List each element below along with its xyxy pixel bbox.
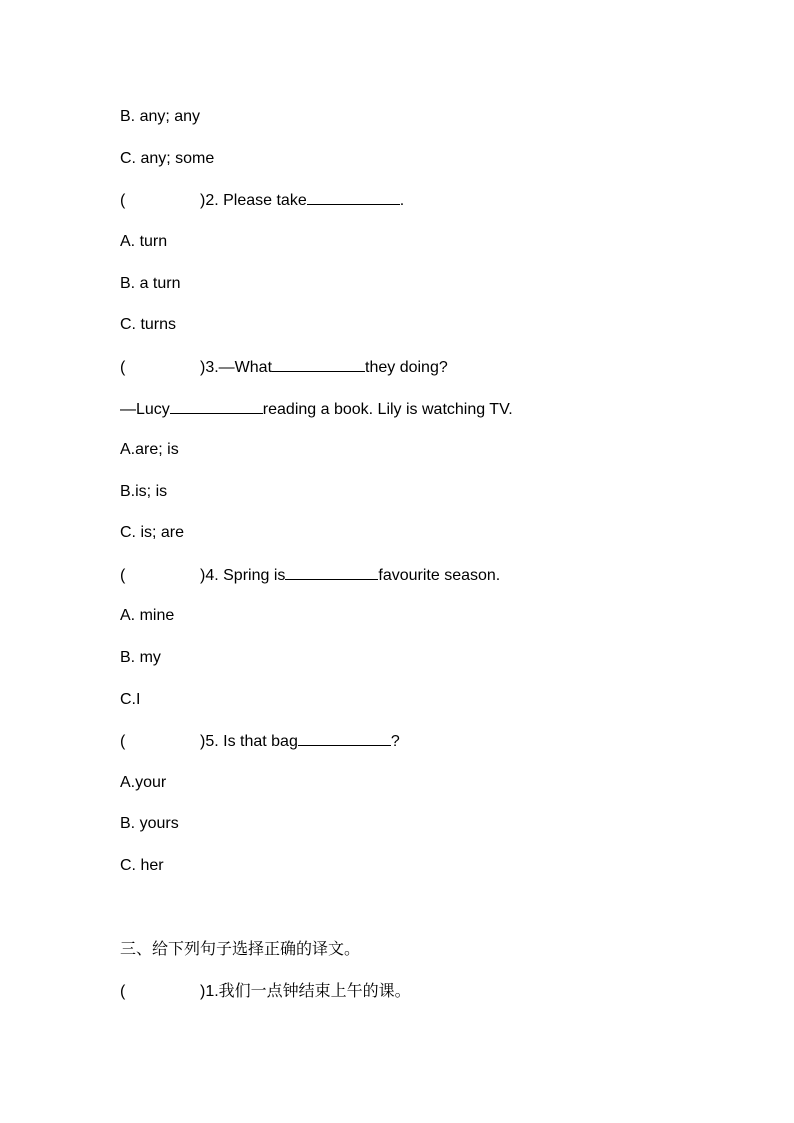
question-text-end: they doing? — [365, 359, 448, 376]
option-b-q3: B.is; is — [120, 483, 168, 500]
question-3-line-2 — [120, 399, 513, 420]
option-a-q4: A. mine — [120, 607, 175, 624]
option-b-q4: B. my — [120, 649, 161, 666]
answer-paren: ( — [120, 567, 126, 584]
question-text: )4. Spring is — [200, 567, 286, 584]
question-text: )1.我们一点钟结束上午的课。 — [200, 983, 411, 1000]
question-5 — [120, 731, 400, 752]
question-text: )5. Is that bag — [200, 733, 298, 750]
question-text: )2. Please take — [200, 192, 307, 209]
question-text: )3.—What — [200, 359, 273, 376]
question-text-end: . — [399, 192, 405, 209]
question-text-end: reading a book. Lily is watching TV. — [262, 401, 513, 418]
answer-paren: ( — [120, 359, 126, 376]
answer-paren: ( — [120, 192, 126, 209]
option-b-q5: B. yours — [120, 815, 179, 832]
answer-paren: ( — [120, 733, 126, 750]
question-text: —Lucy — [120, 401, 170, 418]
answer-blank — [170, 399, 263, 414]
answer-blank — [272, 357, 365, 372]
question-4 — [120, 565, 500, 586]
option-c-q5: C. her — [120, 857, 164, 874]
option-a-q5: A.your — [120, 774, 167, 791]
option-a-q3: A.are; is — [120, 441, 179, 458]
option-a-q2: A. turn — [120, 233, 168, 250]
section-3-heading: 三、给下列句子选择正确的译文。 — [120, 941, 361, 958]
question-text-end: favourite season. — [378, 567, 501, 584]
question-3 — [120, 357, 448, 378]
option-c-q2: C. turns — [120, 316, 177, 333]
option-c-q1: C. any; some — [120, 150, 215, 167]
option-b-q2: B. a turn — [120, 275, 181, 292]
option-c-q4: C.I — [120, 691, 141, 708]
option-c-q3: C. is; are — [120, 524, 185, 541]
section-3-question-1 — [120, 982, 411, 1002]
answer-paren: ( — [120, 983, 126, 1000]
option-b-q1: B. any; any — [120, 108, 201, 125]
answer-blank — [298, 731, 391, 746]
answer-blank — [285, 565, 378, 580]
answer-blank — [307, 190, 400, 205]
question-2 — [120, 190, 404, 211]
question-text-end: ? — [390, 733, 400, 750]
